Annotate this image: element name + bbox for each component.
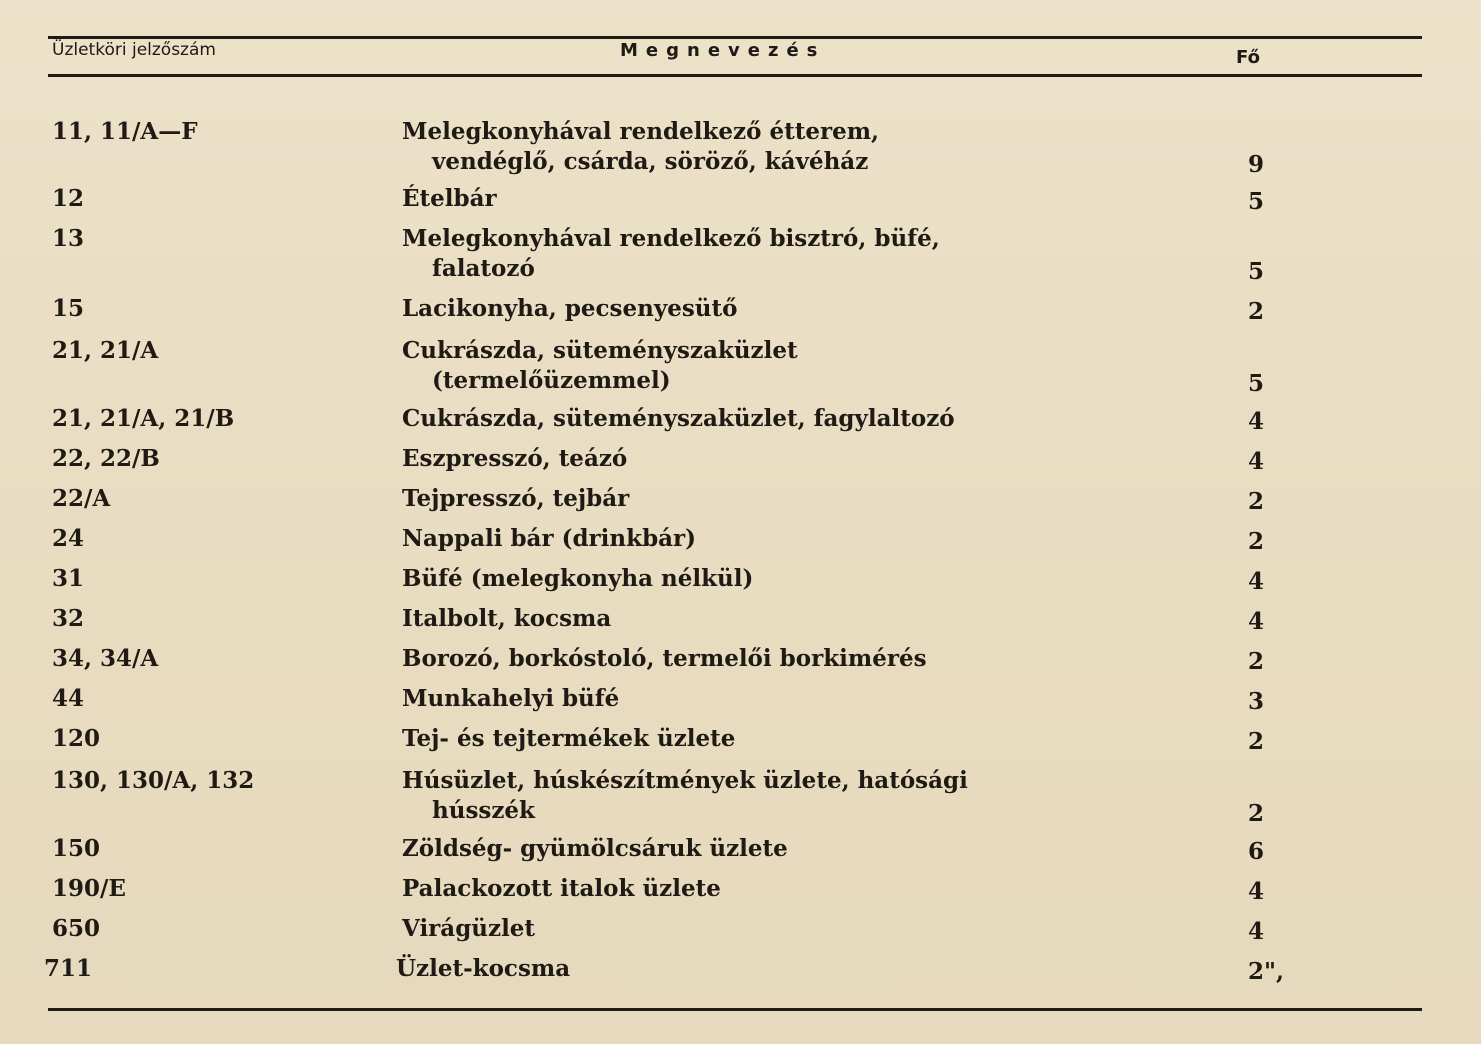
row-name: Nappali bár (drinkbár) — [402, 525, 697, 552]
row-name: Melegkonyhával rendelkező bisztró, büfé, — [402, 225, 940, 252]
row-code: 120 — [52, 725, 101, 752]
row-code: 11, 11/A—F — [52, 118, 198, 145]
row-code: 22, 22/B — [52, 445, 160, 472]
row-name: Zöldség- gyümölcsáruk üzlete — [402, 835, 788, 862]
row-name-continuation: falatozó — [432, 255, 535, 282]
row-name: Munkahelyi büfé — [402, 685, 620, 712]
row-name-continuation: vendéglő, csárda, söröző, kávéház — [432, 148, 869, 175]
row-code: 44 — [52, 685, 85, 712]
row-name: Italbolt, kocsma — [402, 605, 612, 632]
row-code: 24 — [52, 525, 85, 552]
row-name: Cukrászda, süteményszaküzlet, fagylaltozó — [402, 405, 955, 432]
bottom-rule — [48, 1008, 1422, 1011]
row-count: 5 — [1248, 188, 1265, 215]
row-count: 5 — [1248, 258, 1265, 285]
row-count: 9 — [1248, 151, 1265, 178]
row-name: Virágüzlet — [402, 915, 536, 942]
row-code: 650 — [52, 915, 101, 942]
row-name: Eszpresszó, teázó — [402, 445, 628, 472]
row-count: 2", — [1248, 958, 1284, 985]
row-name: Tejpresszó, tejbár — [402, 485, 630, 512]
row-count: 4 — [1248, 408, 1265, 435]
row-code: 15 — [52, 295, 85, 322]
row-name: Ételbár — [402, 185, 497, 212]
row-code: 34, 34/A — [52, 645, 159, 672]
header-name-label: Megnevezés — [620, 40, 826, 61]
row-count: 2 — [1248, 528, 1265, 555]
row-code: 711 — [44, 955, 93, 982]
header-code-label: Üzletköri jelzőszám — [52, 40, 216, 60]
row-code: 21, 21/A, 21/B — [52, 405, 235, 432]
row-count: 2 — [1248, 488, 1265, 515]
header-rule — [48, 74, 1422, 77]
row-count: 4 — [1248, 608, 1265, 635]
row-code: 13 — [52, 225, 85, 252]
row-name: Melegkonyhával rendelkező étterem, — [402, 118, 880, 145]
row-name: Borozó, borkóstoló, termelői borkimérés — [402, 645, 927, 672]
row-name: Tej- és tejtermékek üzlete — [402, 725, 736, 752]
row-code: 190/E — [52, 875, 126, 902]
row-name: Palackozott italok üzlete — [402, 875, 721, 902]
row-code: 21, 21/A — [52, 337, 159, 364]
row-name: Húsüzlet, húskészítmények üzlete, hatósági — [402, 767, 968, 794]
row-count: 3 — [1248, 688, 1265, 715]
row-count: 4 — [1248, 918, 1265, 945]
row-name-continuation: (termelőüzemmel) — [432, 367, 671, 394]
row-code: 22/A — [52, 485, 111, 512]
row-code: 32 — [52, 605, 85, 632]
row-count: 2 — [1248, 648, 1265, 675]
row-code: 12 — [52, 185, 85, 212]
row-name: Lacikonyha, pecsenyesütő — [402, 295, 738, 322]
row-count: 2 — [1248, 800, 1265, 827]
header-count-label: Fő — [1236, 47, 1260, 68]
row-code: 150 — [52, 835, 101, 862]
top-rule — [48, 36, 1422, 39]
row-name: Üzlet-kocsma — [396, 955, 571, 982]
row-count: 4 — [1248, 568, 1265, 595]
row-name: Büfé (melegkonyha nélkül) — [402, 565, 754, 592]
row-count: 6 — [1248, 838, 1265, 865]
row-code: 130, 130/A, 132 — [52, 767, 255, 794]
row-name: Cukrászda, süteményszaküzlet — [402, 337, 798, 364]
row-count: 2 — [1248, 298, 1265, 325]
row-name-continuation: hússzék — [432, 797, 535, 824]
row-count: 4 — [1248, 878, 1265, 905]
row-count: 2 — [1248, 728, 1265, 755]
row-count: 5 — [1248, 370, 1265, 397]
row-count: 4 — [1248, 448, 1265, 475]
row-code: 31 — [52, 565, 85, 592]
